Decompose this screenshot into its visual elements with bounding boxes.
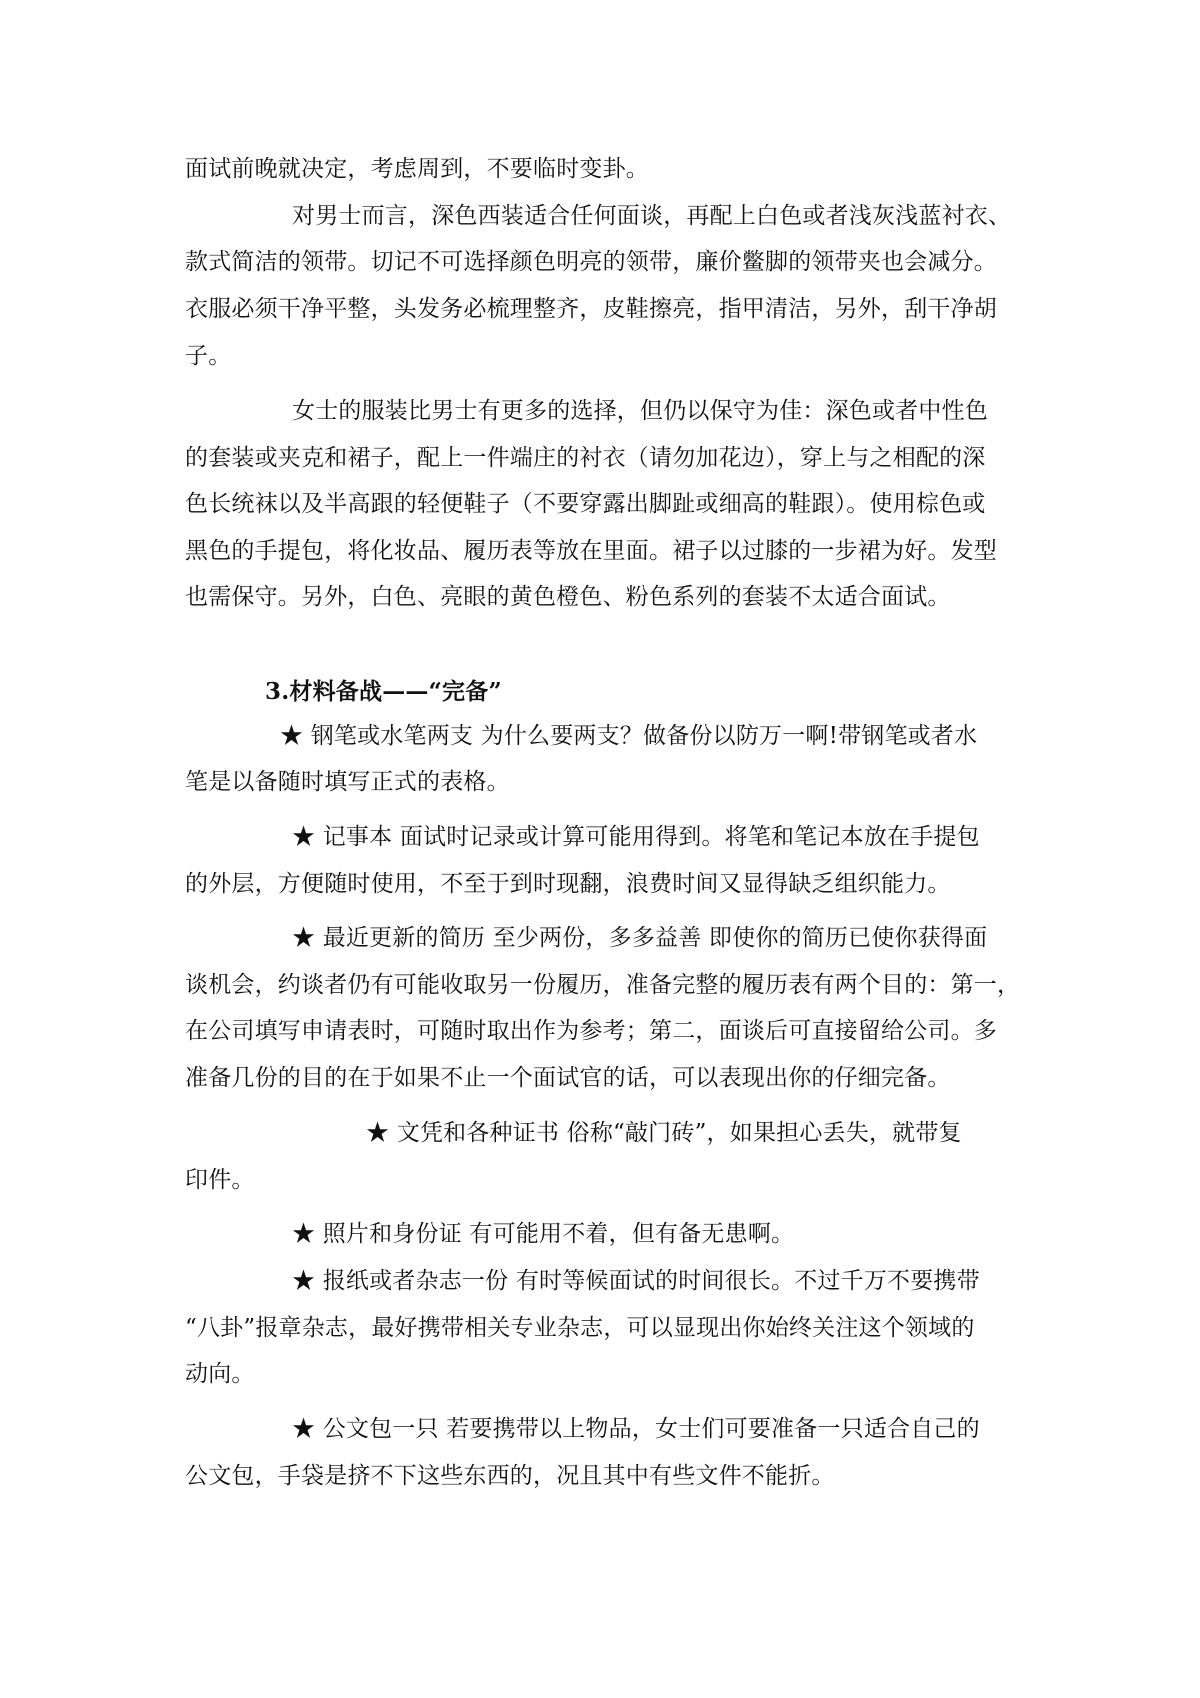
text-line: 子。 [185,343,232,369]
text-line: 面试前晚就决定，考虑周到，不要临时变卦。 [185,156,649,182]
text-line: 谈机会，约谈者仍有可能收取另一份履历，准备完整的履历表有两个目的：第一， [185,972,1021,998]
text-line: 也需保守。另外，白色、亮眼的黄色橙色、粉色系列的套装不太适合面试。 [185,584,951,610]
text-line: 衣服必须干净平整，头发务必梳理整齐，皮鞋擦亮，指甲清洁，另外，刮干净胡 [185,296,997,322]
paragraph-first-line: 女士的服装比男士有更多的选择，但仍以保守为佳：深色或者中性色 [292,398,988,424]
text-line: 笔是以备随时填写正式的表格。 [185,769,510,795]
text-line: 黑色的手提包，将化妆品、履历表等放在里面。裙子以过膝的一步裙为好。发型 [185,538,997,564]
text-line: “八卦”报章杂志，最好携带相关专业杂志，可以显现出你始终关注这个领域的 [185,1315,975,1341]
list-item-first-line: ★ 照片和身份证 有可能用不着，但有备无患啊。 [292,1221,795,1247]
section-heading: 3.材料备战——“完备” [265,678,502,705]
list-item-first-line: ★ 钢笔或水笔两支 为什么要两支？做备份以防万一啊!带钢笔或者水 [280,723,978,749]
text-line: 印件。 [185,1167,255,1193]
list-item-first-line: ★ 公文包一只 若要携带以上物品，女士们可要准备一只适合自己的 [292,1416,980,1442]
list-item-first-line: ★ 最近更新的简历 至少两份，多多益善 即使你的简历已使你获得面 [292,925,988,951]
text-line: 准备几份的目的在于如果不止一个面试官的话，可以表现出你的仔细完备。 [185,1065,951,1091]
text-line: 公文包，手袋是挤不下这些东西的，况且其中有些文件不能折。 [185,1463,835,1489]
text-line: 动向。 [185,1361,255,1387]
text-line: 色长统袜以及半高跟的轻便鞋子（不要穿露出脚趾或细高的鞋跟）。使用棕色或 [185,491,986,517]
list-item-first-line: ★ 报纸或者杂志一份 有时等候面试的时间很长。不过千万不要携带 [292,1268,980,1294]
text-line: 的外层，方便随时使用，不至于到时现翻，浪费时间又显得缺乏组织能力。 [185,871,951,897]
paragraph-first-line: 对男士而言，深色西装适合任何面谈，再配上白色或者浅灰浅蓝衬衣、 [292,203,1012,229]
text-line: 的套装或夹克和裙子，配上一件端庄的衬衣（请勿加花边），穿上与之相配的深 [185,445,986,471]
list-item-first-line: ★ 记事本 面试时记录或计算可能用得到。将笔和笔记本放在手提包 [292,824,980,850]
text-line: 在公司填写申请表时，可随时取出作为参考；第二，面谈后可直接留给公司。多 [185,1018,997,1044]
list-item-first-line: ★ 文凭和各种证书 俗称“敲门砖”，如果担心丢失，就带复 [366,1120,962,1146]
text-line: 款式简洁的领带。切记不可选择颜色明亮的领带，廉价鳖脚的领带夹也会减分。 [185,249,997,275]
